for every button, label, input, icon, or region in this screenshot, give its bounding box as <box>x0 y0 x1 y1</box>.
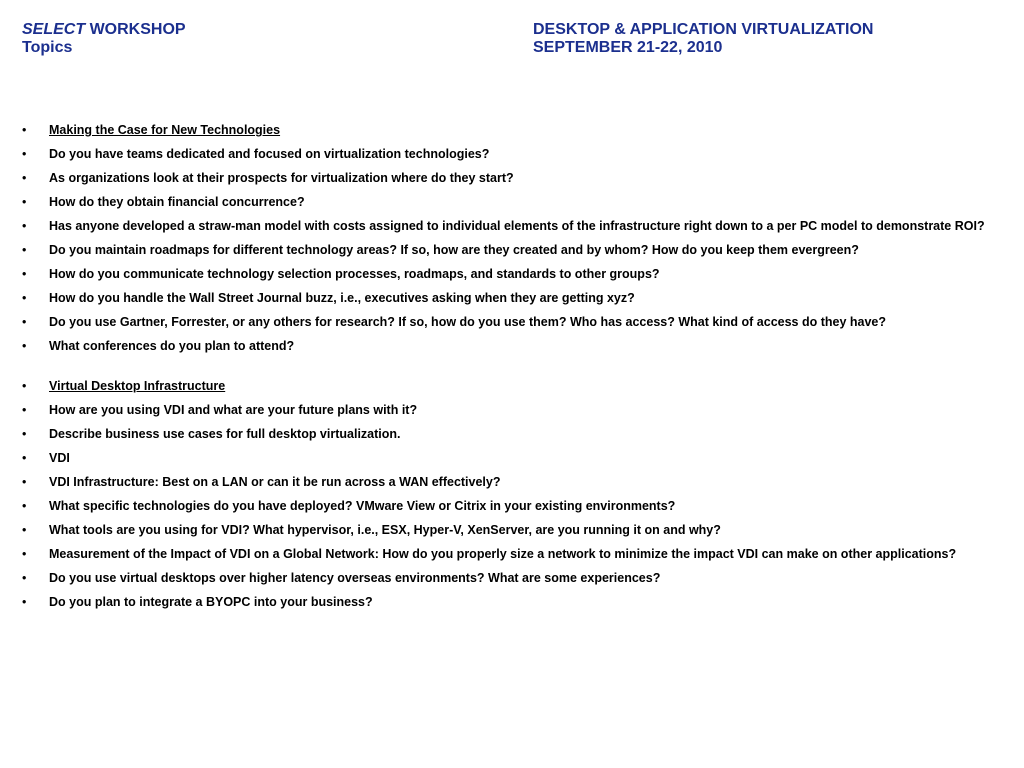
list-item-text: How do they obtain financial concurrence? <box>49 195 305 209</box>
section-heading-text: Virtual Desktop Infrastructure <box>49 379 226 393</box>
list-item <box>22 147 997 163</box>
list-item-text: Measurement of the Impact of VDI on a Global Network: How do you properly size a network to minimize the impact VDI can make on other applications? <box>49 547 957 561</box>
list-item <box>22 427 997 443</box>
bullet-icon: • <box>22 339 27 353</box>
bullet-icon: • <box>22 243 27 257</box>
list-item <box>22 523 997 539</box>
list-item <box>22 475 997 491</box>
bullet-icon: • <box>22 427 27 441</box>
section-spacer <box>22 363 997 379</box>
list-item <box>22 451 997 467</box>
list-item <box>22 315 997 331</box>
bullet-icon: • <box>22 595 27 609</box>
header-left-block <box>22 21 186 57</box>
list-item-text: How are you using VDI and what are your future plans with it? <box>49 403 418 417</box>
bullet-icon: • <box>22 315 27 329</box>
list-item-text: Has anyone developed a straw-man model with costs assigned to individual elements of the infrastructure right down to a per PC model to demonstrate ROI? <box>49 219 985 233</box>
bullet-icon: • <box>22 379 27 393</box>
list-item-text: VDI Infrastructure: Best on a LAN or can it be run across a WAN effectively? <box>49 475 501 489</box>
list-item-text: Do you use Gartner, Forrester, or any others for research? If so, how do you use them? Who has access? What kind of access do they have? <box>49 315 887 329</box>
list-item <box>22 595 997 611</box>
list-item <box>22 291 997 307</box>
bullet-icon: • <box>22 195 27 209</box>
list-item <box>22 243 997 259</box>
topics-subtitle: Topics <box>22 39 73 56</box>
list-item-text: VDI <box>49 451 70 465</box>
topics-content <box>22 123 997 619</box>
list-item <box>22 571 997 587</box>
list-item-text: Describe business use cases for full desktop virtualization. <box>49 427 401 441</box>
list-item <box>22 195 997 211</box>
list-item-text: How do you handle the Wall Street Journal buzz, i.e., executives asking when they are getting xyz? <box>49 291 635 305</box>
bullet-icon: • <box>22 147 27 161</box>
list-item-text: Do you have teams dedicated and focused on virtualization technologies? <box>49 147 490 161</box>
bullet-icon: • <box>22 499 27 513</box>
list-item-text: As organizations look at their prospects for virtualization where do they start? <box>49 171 514 185</box>
section-making-the-case <box>22 123 997 355</box>
workshop-title-italic: SELECT <box>22 21 86 38</box>
bullet-icon: • <box>22 267 27 281</box>
section-heading <box>22 379 997 395</box>
event-date: SEPTEMBER 21-22, 2010 <box>533 39 723 56</box>
event-title: DESKTOP & APPLICATION VIRTUALIZATION <box>533 21 874 38</box>
list-item <box>22 547 997 563</box>
list-item-text: Do you plan to integrate a BYOPC into your business? <box>49 595 373 609</box>
list-item <box>22 339 997 355</box>
list-item-text: What conferences do you plan to attend? <box>49 339 295 353</box>
bullet-icon: • <box>22 403 27 417</box>
bullet-icon: • <box>22 523 27 537</box>
bullet-icon: • <box>22 291 27 305</box>
workshop-title <box>22 21 186 39</box>
list-item <box>22 171 997 187</box>
list-item <box>22 499 997 515</box>
workshop-title-rest: WORKSHOP <box>85 21 186 38</box>
bullet-icon: • <box>22 451 27 465</box>
list-item-text: What tools are you using for VDI? What hypervisor, i.e., ESX, Hyper-V, XenServer, are you running it on and why? <box>49 523 721 537</box>
bullet-icon: • <box>22 571 27 585</box>
bullet-icon: • <box>22 219 27 233</box>
section-vdi <box>22 379 997 611</box>
list-item-text: What specific technologies do you have deployed? VMware View or Citrix in your existing environments? <box>49 499 676 513</box>
list-item <box>22 403 997 419</box>
list-item-text: Do you maintain roadmaps for different technology areas? If so, how are they created and by whom? How do you keep them evergreen? <box>49 243 859 257</box>
list-item <box>22 219 997 235</box>
bullet-icon: • <box>22 547 27 561</box>
bullet-icon: • <box>22 171 27 185</box>
list-item-text: How do you communicate technology selection processes, roadmaps, and standards to other groups? <box>49 267 660 281</box>
list-item-text: Do you use virtual desktops over higher latency overseas environments? What are some experiences? <box>49 571 661 585</box>
header-right-block <box>533 21 873 57</box>
section-heading <box>22 123 997 139</box>
bullet-icon: • <box>22 475 27 489</box>
list-item <box>22 267 997 283</box>
slide-header <box>0 21 1024 61</box>
bullet-icon: • <box>22 123 27 137</box>
section-heading-text: Making the Case for New Technologies <box>49 123 281 137</box>
